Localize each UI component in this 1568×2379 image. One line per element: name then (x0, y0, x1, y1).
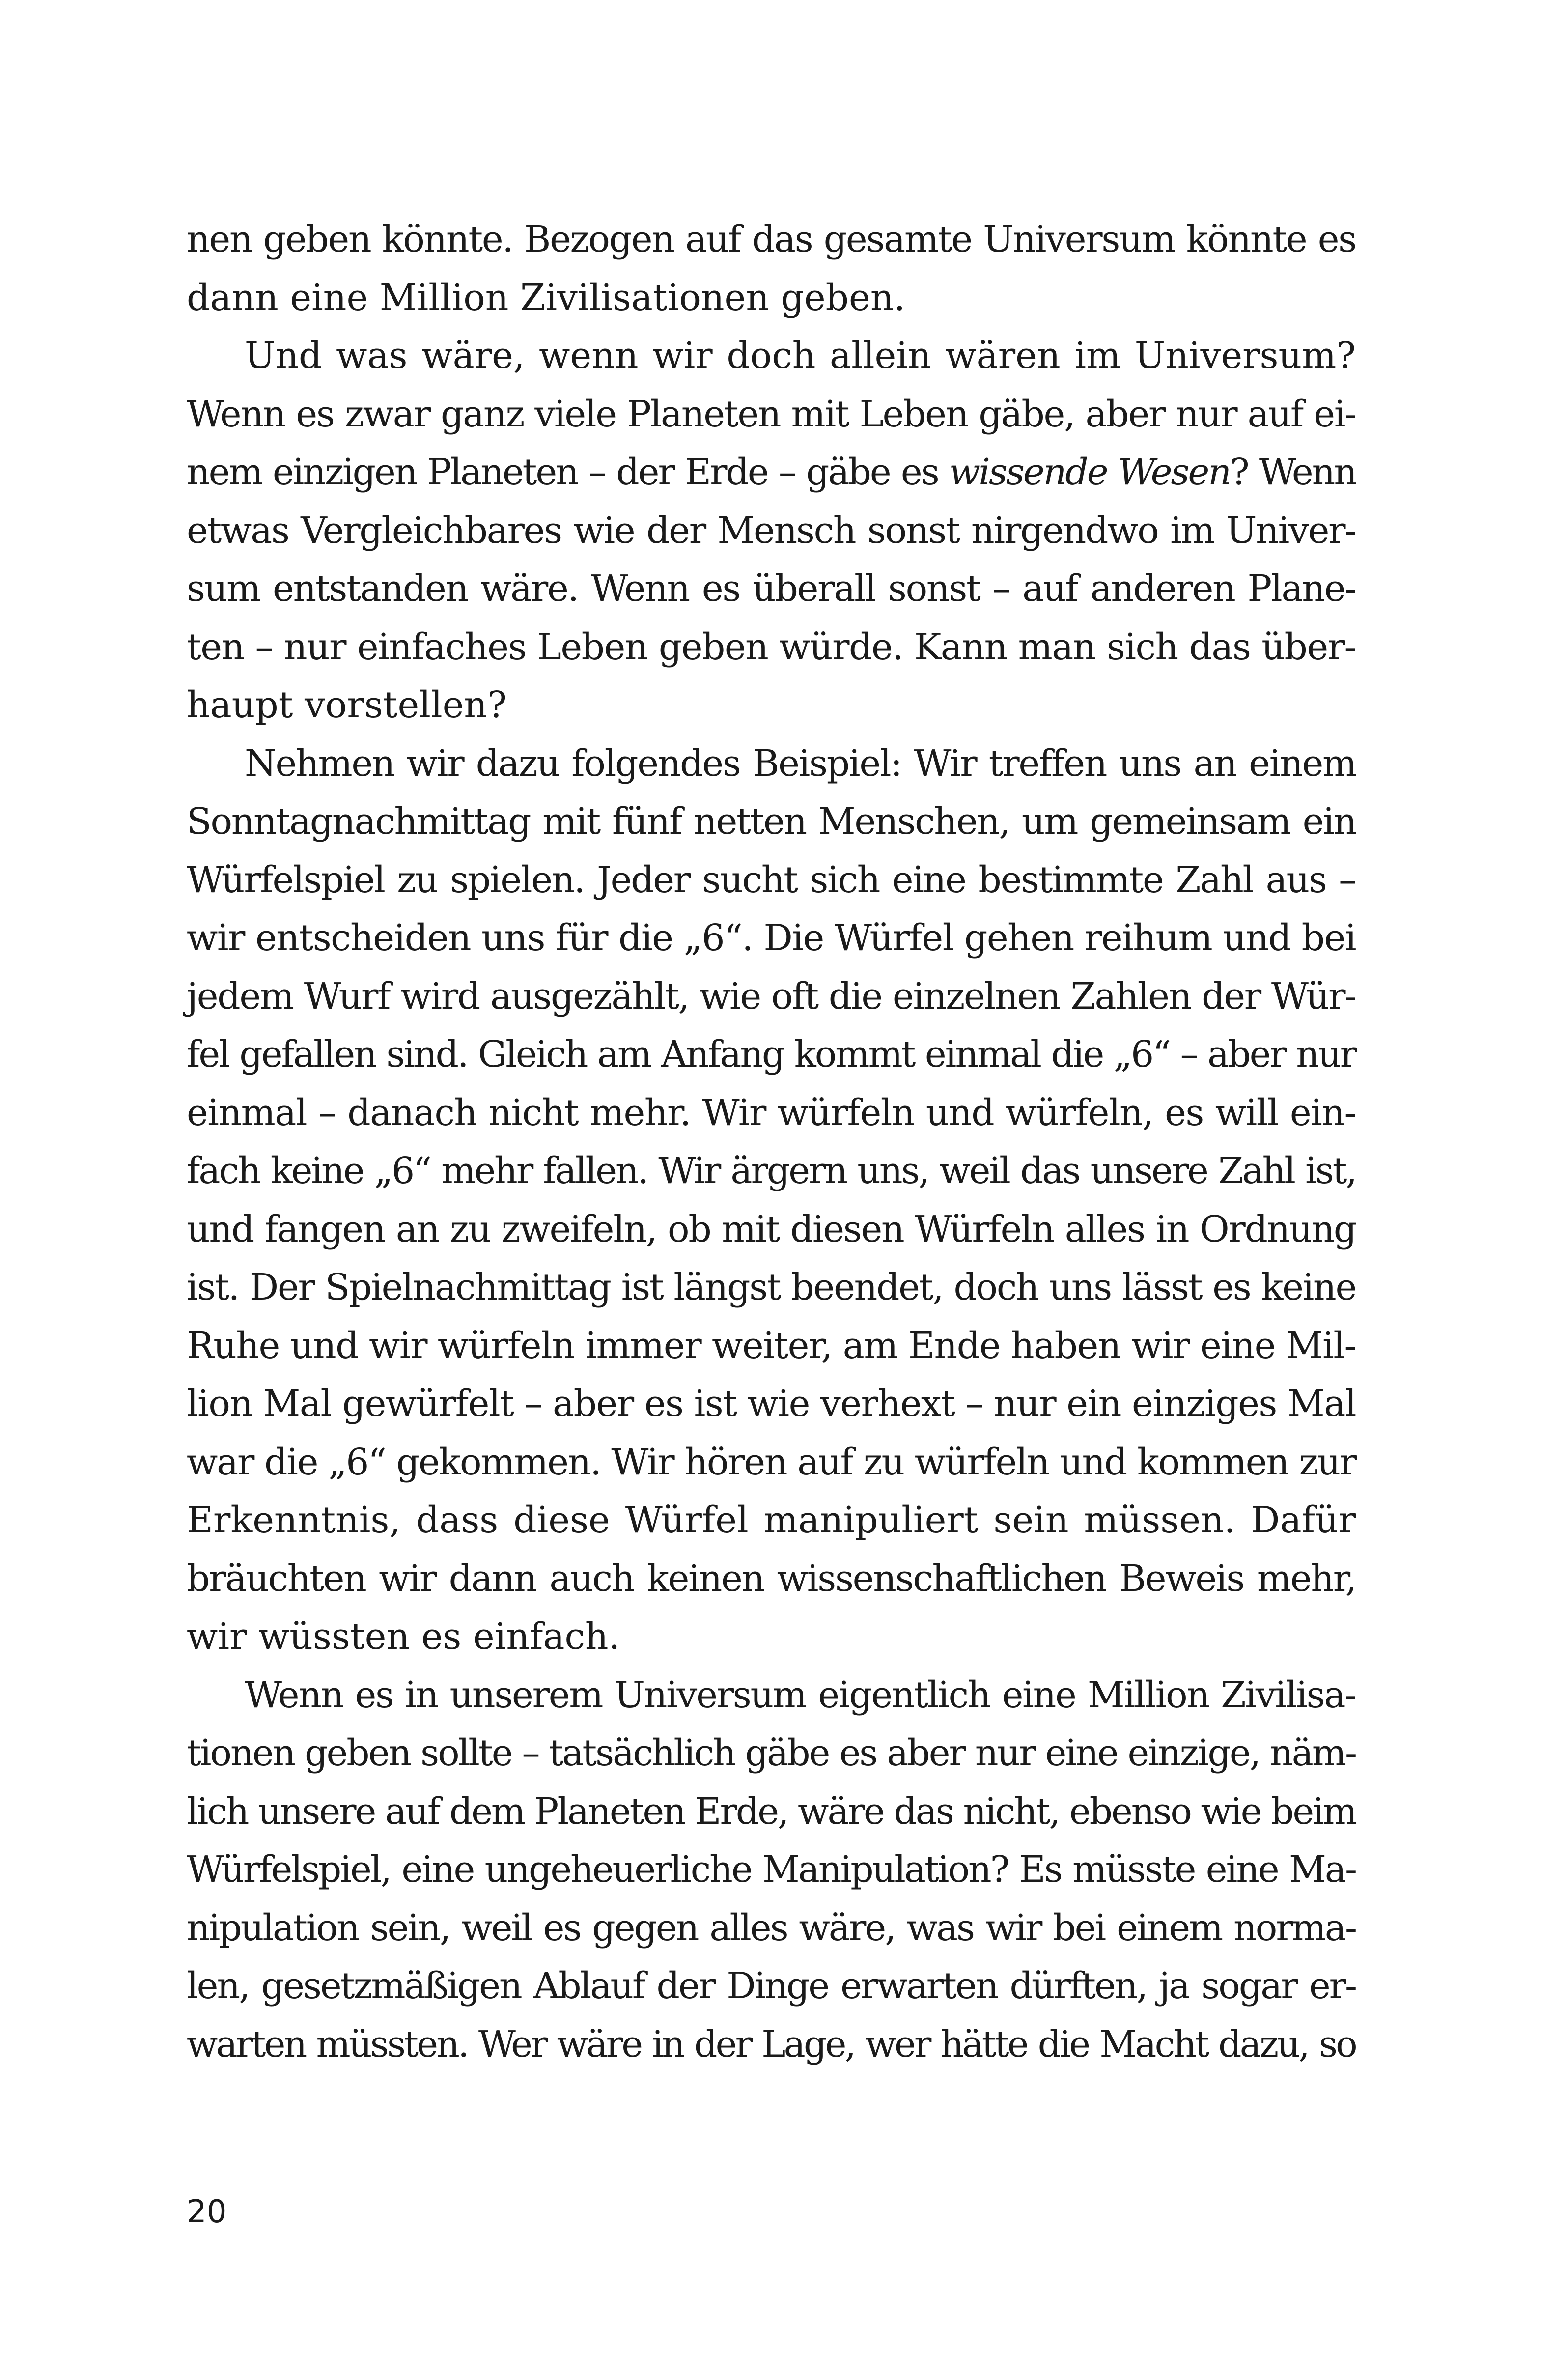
text-line: war die „6“ gekommen. Wir hören auf zu würfeln und kommen zur (187, 1441, 1356, 1483)
text-line: ist. Der Spielnachmittag ist längst beendet, doch uns lässt es keine (187, 1266, 1356, 1308)
text-line: Erkenntnis, dass diese Würfel manipuliert sein müssen. Dafür (187, 1499, 1356, 1541)
page-number: 20 (187, 2194, 227, 2230)
text-line: fach keine „6“ mehr fallen. Wir ärgern uns, weil das unsere Zahl ist, (187, 1150, 1356, 1192)
text-line (187, 443, 1356, 502)
text-line: lion Mal gewürfelt – aber es ist wie verhext – nur ein einziges Mal (187, 1383, 1356, 1425)
text-line: einmal – danach nicht mehr. Wir würfeln und würfeln, es will ein- (187, 1091, 1356, 1134)
text-line: len, gesetzmäßigen Ablauf der Dinge erwarten dürften, ja sogar er- (187, 1965, 1356, 2007)
text-line: nen geben könnte. Bezogen auf das gesamte Universum könnte es (187, 218, 1356, 260)
text-line: Würfelspiel, eine ungeheuerliche Manipulation? Es müsste eine Ma- (187, 1848, 1356, 1891)
text-line: wir entscheiden uns für die „6“. Die Würfel gehen reihum und bei (187, 917, 1356, 959)
text-line: Und was wäre, wenn wir doch allein wären im Universum? (245, 335, 1356, 377)
text-line: etwas Vergleichbares wie der Mensch sonst nirgendwo im Univer- (187, 509, 1356, 552)
text-line: Nehmen wir dazu folgendes Beispiel: Wir treffen uns an einem (245, 742, 1356, 785)
text-line: dann eine Million Zivilisationen geben. (187, 276, 906, 319)
text-line: lich unsere auf dem Planeten Erde, wäre das nicht, ebenso wie beim (187, 1790, 1356, 1833)
body-text (187, 210, 1356, 2073)
text-line: Wenn es in unserem Universum eigentlich eine Million Zivilisa- (245, 1673, 1356, 1716)
text-line: warten müssten. Wer wäre in der Lage, wer hätte die Macht dazu, so (187, 2023, 1356, 2066)
text-line: haupt vorstellen? (187, 684, 507, 726)
text-line: jedem Wurf wird ausgezählt, wie oft die einzelnen Zahlen der Wür- (187, 975, 1356, 1018)
text-line: sum entstanden wäre. Wenn es überall sonst – auf anderen Plane- (187, 567, 1356, 610)
text-line: Sonntagnachmittag mit fünf netten Menschen, um gemeinsam ein (187, 800, 1356, 843)
text-line: Wenn es zwar ganz viele Planeten mit Leben gäbe, aber nur auf ei- (187, 393, 1356, 435)
text-line: wir wüssten es einfach. (187, 1615, 620, 1658)
text-line: ten – nur einfaches Leben geben würde. Kann man sich das über- (187, 625, 1356, 668)
text-line: Würfelspiel zu spielen. Jeder sucht sich eine bestimmte Zahl aus – (187, 858, 1356, 901)
text-line: nipulation sein, weil es gegen alles wäre, was wir bei einem norma- (187, 1906, 1356, 1949)
text-line: Ruhe und wir würfeln immer weiter, am Ende haben wir eine Mil- (187, 1324, 1356, 1367)
text-line: tionen geben sollte – tatsächlich gäbe es aber nur eine einzige, näm- (187, 1732, 1356, 1774)
text-line: und fangen an zu zweifeln, ob mit diesen Würfeln alles in Ordnung (187, 1208, 1356, 1250)
text-line: fel gefallen sind. Gleich am Anfang kommt einmal die „6“ – aber nur (187, 1033, 1356, 1076)
text-segment: ? Wenn (1230, 451, 1356, 493)
text-line: bräuchten wir dann auch keinen wissenschaftlichen Beweis mehr, (187, 1557, 1356, 1600)
italic-phrase: wissende Wesen (949, 451, 1230, 493)
text-segment: nem einzigen Planeten – der Erde – gäbe es (187, 451, 949, 493)
